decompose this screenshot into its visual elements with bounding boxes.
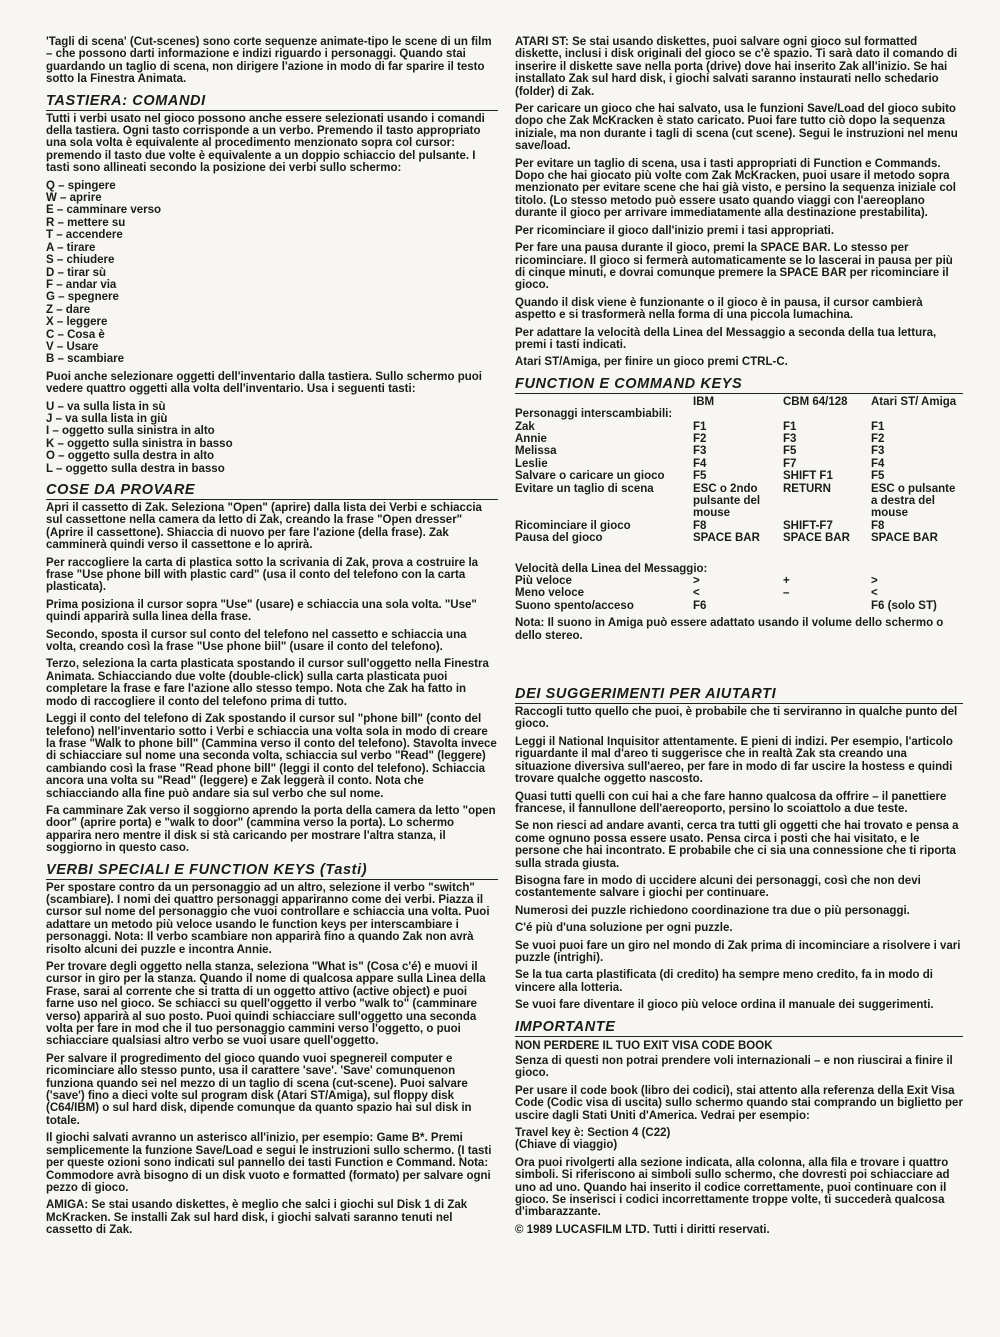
- row-label: Zak: [515, 420, 535, 433]
- right-column: [515, 36, 963, 1241]
- hint-paragraph: Bisogna fare in modo di uccidere alcuni dei personaggi, così che non devi costantemente salvare i giochi per continuare.: [515, 874, 921, 900]
- hint-paragraph: Numerosi dei puzzle richiedono coordinazione tra due o più personaggi.: [515, 904, 910, 917]
- table-row: [515, 587, 963, 599]
- important-heading: IMPORTANTE: [515, 1019, 963, 1037]
- special-verbs-paragraph: Il giochi salvati avranno un asterisco all'inizio, per esempio: Game B*. Premi semplicemente la funzione Save/Load e segui le instruzioni sullo schermo. (I tasti per queste ozioni sono indicati sul pannello dei tasti Function e Command. Nota: Commodore avrà bisogno di un disk vuoto e formatted (formato) per salvare ogni pezzo di gioco.: [46, 1132, 492, 1194]
- amiga-sound-note: Nota: Il suono in Amiga può essere adattato usando il volume dello schermo o dello stereo.: [515, 617, 944, 642]
- inventory-key-item: L – oggetto sulla destra in basso: [46, 462, 225, 475]
- verb-key-item: V – Usare: [46, 340, 99, 353]
- inventory-key-item: O – oggetto sulla destra in alto: [46, 450, 215, 463]
- function-keys-heading: FUNCTION E COMMAND KEYS: [515, 376, 963, 394]
- cbm-key: F3: [783, 432, 797, 445]
- cbm-key: RETURN: [783, 482, 831, 495]
- hint-paragraph: Se vuoi puoi fare un giro nel mondo di Zak prima di incominciare a risolvere i vari puzzle (intrighi).: [515, 939, 961, 964]
- special-verbs-paragraph: Per salvare il progredimento del gioco quando vuoi spegnereil computer e ricominciare allo stesso punto, usa il carattere 'save'. 'Save' comunquenon funziona quando sei nel mezzo di un taglio di scena (cut-scene). Puoi salvare ('save') fino a dieci volte sul program disk (Atari ST/Amiga), sul floppy disk (C64/IBM) o sul hard disk, dipende comunque da quanto spazio hai sul disk in totale.: [46, 1052, 472, 1127]
- code-book-subheading: NON PERDERE IL TUO EXIT VISA CODE BOOK: [515, 1039, 773, 1052]
- travel-key-example: Travel key è: Section 4 (C22): [515, 1127, 671, 1140]
- keyboard-commands-text: Tutti i verbi usato nel gioco possono anche essere selezionati usando i comandi della tastiera. Ogni tasto corrisponde a un verbo. Premendo il tasto appropriato una sola volta è equivalente al procedimento menzionato sopra col cursor: premendo il tasto due volte è equivalente a un doppio schiaccio del pulsante. I tasti sono allineati secondo la posizione dei verbi sullo schermo:: [46, 112, 485, 175]
- verb-key-item: T – accendere: [46, 229, 123, 242]
- atari-key: F6 (solo ST): [871, 599, 937, 612]
- verb-key-item: G – spegnere: [46, 291, 119, 304]
- verb-key-item: C – Cosa è: [46, 328, 105, 341]
- important-final-paragraph: Ora puoi rivolgerti alla sezione indicata, alla colonna, alla fila e trovare i quattro simboli. Si riferiscono ai simboli sullo schermo, che dovresti poi schiacciare ad uno ad uno. Quando hai inserito il codice correttamente, puoi continuare con il gioco. Se inserisci i codici incorrettamente troppe volte, ti succederà qualcosa d'imbarazzante.: [515, 1156, 950, 1219]
- atari-paragraph: ATARI ST: Se stai usando diskettes, puoi salvare ogni gioco sul formatted diskette, inclusi i disk originali del gioco se c'è spazio. Ti sarà dato il comando di inserire il diskette save nella porta (drive) dove hai inserito Zak all'inizio. Se hai installato Zak sul hard disk, i giochi salvati saranno instaurati nello schedario (folder) di Zak.: [515, 36, 958, 98]
- left-column: [46, 36, 498, 1242]
- inventory-key-item: K – oggetto sulla sinistra in basso: [46, 437, 233, 450]
- things-to-try-paragraph: Leggi il conto del telefono di Zak spostando il cursor sul "phone bill" (conto del telefono) nell'inventario sotto i Verbi e schiaccia una volta sola in modo di creare la frase "Walk to phone bill" (Cammina verso il conto del telefono). Stavolta invece di schiacciare sul nome una seconda volta, schiaccia sul verbo "Read" (leggere) cambiando così la frase "Read phone bill" (leggi il conto del telefono). Schiaccia ancora una volta su "Read" (leggere) e Zak leggerà il conto. Nota che schiacciando alla fine può andare sia sul verbo che sul nome.: [46, 713, 497, 800]
- verb-key-item: A – tirare: [46, 241, 96, 254]
- ibm-key: F6: [693, 599, 707, 612]
- row-label: Più veloce: [515, 575, 572, 588]
- table-row: [515, 483, 963, 520]
- table-row: [515, 458, 963, 470]
- verb-key-list: [46, 180, 498, 366]
- table-row: [515, 532, 963, 544]
- important-paragraph: Senza di questi non potrai prendere voli internazionali – e non riuscirai a finire il gioco.: [515, 1055, 953, 1080]
- inventory-key-list: [46, 401, 498, 475]
- atari-paragraph: Per fare una pausa durante il gioco, premi la SPACE BAR. Lo stesso per ricominciare. Il gioco si fermerà automaticamente se lo lascerai in pausa per più di cinque minuti, e dovrai comunque premere la SPACE BAR per ricominciare il gioco.: [515, 242, 953, 292]
- function-keys-table: [515, 396, 963, 613]
- cbm-key: –: [783, 587, 790, 600]
- ibm-key: F5: [693, 470, 707, 483]
- characters-label: Personaggi interscambiabili:: [515, 408, 673, 421]
- cbm-key: +: [783, 575, 790, 588]
- table-section-row: [515, 563, 963, 575]
- ibm-key: F4: [693, 457, 707, 470]
- row-label: Evitare un taglio di scena: [515, 482, 654, 495]
- row-label: Annie: [515, 432, 547, 445]
- keyboard-commands-heading: TASTIERA: COMANDI: [46, 93, 498, 111]
- cbm-key: F1: [783, 420, 797, 433]
- atari-paragraph: Per ricominciare il gioco dall'inizio premi i tasi appropriati.: [515, 224, 835, 237]
- table-row: [515, 421, 963, 433]
- hint-paragraph: Se non riesci ad andare avanti, cerca tra tutti gli oggetti che hai trovato e pensa a come ognuno possa essere usato. Pensa circa i posti che hai visitato, e le persone che hai incontrato. E probabile che ci sia una connessione che ti riporta sulla strada giusta.: [515, 820, 959, 870]
- table-row: [515, 520, 963, 532]
- hint-paragraph: Quasi tutti quelli con cui hai a che fare hanno qualcosa da offrire – il panettiere francese, il fannullone dell'aereoporto, persino lo scoiattolo a due teste.: [515, 790, 947, 815]
- row-label: Meno veloce: [515, 587, 585, 600]
- atari-key: <: [871, 587, 878, 600]
- ibm-key: SPACE BAR: [693, 532, 760, 545]
- verb-key-item: B – scambiare: [46, 353, 124, 366]
- atari-key: F5: [871, 470, 885, 483]
- column-header-cbm: CBM 64/128: [783, 395, 848, 408]
- atari-key: F1: [871, 420, 885, 433]
- atari-paragraph: Per caricare un gioco che hai salvato, usa le funzioni Save/Load del gioco subito dopo che Zak McKracken è stato caricato. Puoi fare tutto ciò dopo la sequenza iniziale, ma non durante i tagli di scena (cut scene). Segui le instruzioni nel menu save/load.: [515, 103, 958, 153]
- things-to-try-paragraph: Secondo, sposta il cursor sul conto del telefono nel cassetto e schiaccia una volta, creando così la frase "Use phone biil" (usare il conto del telefono).: [46, 628, 467, 654]
- atari-key: F4: [871, 457, 885, 470]
- atari-key: F3: [871, 445, 885, 458]
- cbm-key: F5: [783, 445, 797, 458]
- message-speed-label: Velocità della Linea del Messaggio:: [515, 562, 708, 575]
- verb-key-item: F – andar via: [46, 278, 117, 291]
- atari-paragraph: Atari ST/Amiga, per finire un gioco premi CTRL-C.: [515, 356, 788, 369]
- ibm-key: ESC o 2ndo pulsante del mouse: [693, 482, 761, 520]
- ibm-key: >: [693, 575, 700, 588]
- things-to-try-paragraph: Apri il cassetto di Zak. Seleziona "Open" (aprire) dalla lista dei Verbi e schiaccia sul cassettone nella camera da letto di Zak, creando la frase "Open dresser" (Aprire il cassettone). Shiaccia di nuovo per fare l'azione (della frase). Zak camminerà quindi verso il cassettone e lo aprirà.: [46, 502, 482, 552]
- column-header-ibm: IBM: [693, 395, 715, 408]
- hint-paragraph: Leggi il National Inquisitor attentamente. E pieni di indizi. Per esempio, l'articolo riguardante il mal d'areo ti suggerisce che in realtà Zak sta creando una situazione diversiva sull'aereo, per fare in modo di far uscire la hostess e quindi trovare qualche oggetto nascosto.: [515, 735, 953, 786]
- inventory-keys-text: Puoi anche selezionare oggetti dell'inventario dalla tastiera. Sullo schermo puoi vedere quattro oggetti alla volta dell'inventario. Usa i seguenti tasti:: [46, 370, 483, 396]
- things-to-try-paragraph: Per raccogliere la carta di plastica sotto la scrivania di Zak, prova a costruire la frase "Use phone bill with plastic card" (usa il conto del telefono con la carta plasticata).: [46, 556, 479, 594]
- ibm-key: F8: [693, 519, 707, 532]
- special-verbs-paragraph: Per trovare degli oggetto nella stanza, seleziona "What is" (Cosa c'é) e muovi il cursor in giro per la stanza. Quando il nome di qualcosa appare sulla Linea della Frase, sarai al corrente che si tratta di un oggetto attivo (active object) e puoi farne uso nel gioco. Se schiacci su quell'oggetto il verbo "walk to" (camminare verso) apparirà al suo posto. Puoi quindi schiacciare sull'oggetto una seconda volta per fare in mod che il tuo personaggio cammini verso l'oggetto, o puoi schiacciare qualsiasi altro verbo se vuoi usare quell'oggetto.: [46, 961, 486, 1048]
- ibm-key: <: [693, 587, 700, 600]
- atari-key: ESC o pulsante a destra del mouse: [871, 482, 956, 520]
- row-label: Pausa del gioco: [515, 532, 603, 545]
- atari-paragraph: Per adattare la velocità della Linea del Messaggio a seconda della tua lettura, premi i tasti indicati.: [515, 326, 937, 351]
- atari-paragraph: Per evitare un taglio di scena, usa i tasti appropriati di Function e Commands. Dopo che hai giocato più volte com Zak McKracken, puoi usare il metodo sopra menzionato per evitare scene che hai già visto, e persino la sequenza iniziale col titolo. (Lo stesso metodo può essere usato quando viaggi con l'aereoplano durante il gioco per arrivare immediatamente alla destinazione prestabilita).: [515, 157, 956, 220]
- inventory-key-item: I – oggetto sulla sinistra in alto: [46, 425, 215, 438]
- things-to-try-paragraph: Prima posiziona il cursor sopra "Use" (usare) e schiaccia una sola volta. "Use" quindi apparirà sulla linea della frase.: [46, 598, 477, 624]
- ibm-key: F3: [693, 445, 707, 458]
- cbm-key: SHIFT F1: [783, 470, 833, 483]
- ibm-key: F1: [693, 420, 707, 433]
- row-label: Suono spento/acceso: [515, 599, 634, 612]
- copyright-notice: © 1989 LUCASFILM LTD. Tutti i diritti reservati.: [515, 1223, 770, 1236]
- row-label: Melissa: [515, 445, 557, 458]
- things-to-try-paragraph: Fa camminare Zak verso il soggiorno aprendo la porta della camera da letto "open door" (aprire porta) e "walk to door" (cammina verso la porta). Lo schermo apparira nero mentre il disk si stà caricando per mostrare l'altra stanza, il soggiorno in questo caso.: [46, 804, 496, 855]
- table-header-row: [515, 396, 963, 408]
- hint-paragraph: C'é più d'una soluzione per ogni puzzle.: [515, 922, 733, 935]
- hint-paragraph: Raccogli tutto quello che puoi, è probabile che ti serviranno in qualche punto del gioco.: [515, 706, 958, 731]
- table-row: [515, 575, 963, 587]
- verb-key-item: Z – dare: [46, 303, 91, 316]
- cbm-key: [783, 600, 871, 612]
- verb-key-item: D – tirar sù: [46, 266, 107, 279]
- table-row: [515, 470, 963, 482]
- important-paragraph: Per usare il code book (libro dei codici), stai attento alla referenza della Exit Visa Code (Codic visa di uscita) sullo schermo quando stai comprando un biglietto per uscire dagli Stati Uniti d'America. Vedrai per esempio:: [515, 1084, 963, 1122]
- verb-key-item: Q – spingere: [46, 179, 116, 192]
- verb-key-item: E – camminare verso: [46, 204, 162, 217]
- cbm-key: SHIFT-F7: [783, 519, 833, 532]
- row-label: Leslie: [515, 457, 548, 470]
- verb-key-item: W – aprire: [46, 192, 102, 205]
- atari-paragraph: Quando il disk viene è funzionante o il gioco è in pausa, il cursor cambierà aspetto e si trasformerà nella forma di una piccola lumachina.: [515, 296, 923, 322]
- things-to-try-heading: COSE DA PROVARE: [46, 482, 498, 500]
- atari-key: >: [871, 575, 878, 588]
- atari-key: SPACE BAR: [871, 532, 938, 545]
- hints-heading: DEI SUGGERIMENTI PER AIUTARTI: [515, 686, 963, 704]
- hint-paragraph: Se la tua carta plastificata (di credito) ha sempre meno credito, fa in modo di vincere alla lotteria.: [515, 969, 933, 994]
- cbm-key: SPACE BAR: [783, 532, 850, 545]
- special-verbs-heading: VERBI SPECIALI E FUNCTION KEYS (Tasti): [46, 862, 498, 880]
- cbm-key: F7: [783, 457, 797, 470]
- cut-scenes-intro: 'Tagli di scena' (Cut-scenes) sono corte sequenze animate-tipo le scene di un film – che possono darti informazione e indizi riguardo i personaggi. Quando stai guardando un taglio di scena, non dirigere l'azione in modo di far sparire il testo sotto la Finestra Animata.: [46, 36, 492, 86]
- table-row: [515, 445, 963, 457]
- atari-key: F2: [871, 432, 885, 445]
- things-to-try-paragraph: Terzo, seleziona la carta plasticata spostando il cursor sull'oggetto nella Finestra Animata. Schiacciando due volte (double-click) sulla carta plasticata puoi completare la frase e fare l'azione allo stesso tempo. Nota che Zak ha fatto in modo di raccogliere il conto del telefono prima di tutto.: [46, 658, 489, 708]
- row-label: Ricominciare il gioco: [515, 519, 631, 532]
- table-row: [515, 433, 963, 445]
- row-label: Salvare o caricare un gioco: [515, 470, 665, 483]
- column-header-atari: Atari ST/ Amiga: [871, 395, 957, 408]
- verb-key-item: R – mettere su: [46, 216, 126, 229]
- table-row: [515, 600, 963, 612]
- hint-paragraph: Se vuoi fare diventare il gioco più veloce ordina il manuale dei suggerimenti.: [515, 999, 934, 1012]
- special-verbs-paragraph: Per spostare contro da un personaggio ad un altro, selezione il verbo "switch" (scambiare). I nomi dei quattro personaggi appariranno come dei verbi. Piazza il cursor sul nome del personaggio che vuoi controllare e schiaccia una volta. Puoi adattare un metodo più veloce usando le function keys per interscambiare i personaggi. Nota: Il verbo scambiare non apparirà fino a quando Zak non avrà risolto alcuni dei puzzle e incontra Annie.: [46, 881, 490, 956]
- verb-key-item: S – chiudere: [46, 254, 115, 267]
- travel-key-translation: (Chiave di viaggio): [515, 1139, 618, 1152]
- special-verbs-paragraph: AMIGA: Se stai usando diskettes, è meglio che salci i giochi sul Disk 1 di Zak McKracken. Se installi Zak sul hard disk, i giochi salvati saranno tenuti nel cassetto di Zak.: [46, 1199, 468, 1237]
- ibm-key: F2: [693, 432, 707, 445]
- verb-key-item: X – leggere: [46, 316, 108, 329]
- atari-key: F8: [871, 519, 885, 532]
- inventory-key-item: U – va sulla lista in sù: [46, 400, 166, 413]
- table-section-row: [515, 408, 963, 420]
- inventory-key-item: J – va sulla lista in giù: [46, 412, 168, 425]
